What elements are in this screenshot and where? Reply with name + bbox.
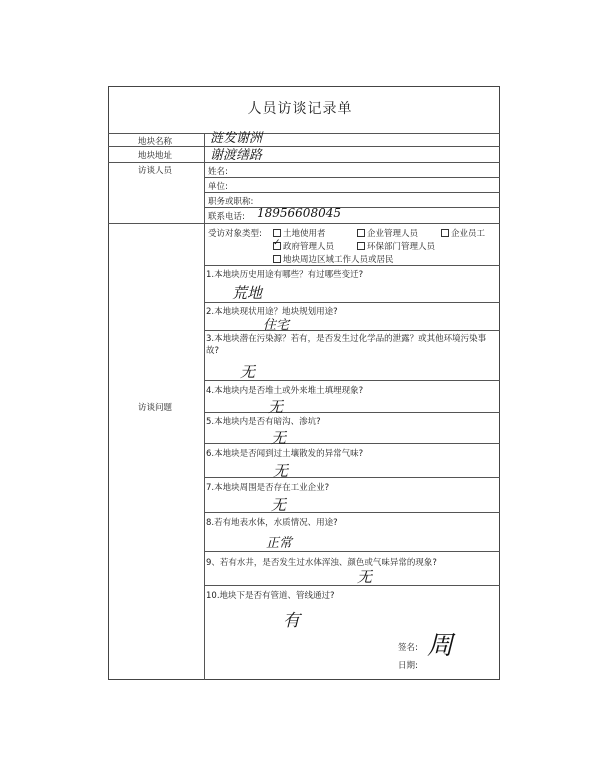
answer-6: 无 [273,462,289,480]
question-1: 1.本地块历史用途有哪些？有过哪些变迁? [206,270,364,280]
checkbox-icon [357,242,365,250]
table-rule [204,551,500,552]
table-rule [108,223,500,224]
table-rule [204,330,500,331]
form-title: 人员访谈记录单 [247,101,353,117]
phone-value: 18956608045 [257,206,341,220]
table-rule [204,585,500,586]
question-7: 7.本地块周围是否存在工业企业? [206,483,330,493]
signature-label: 签名: [398,643,418,653]
checkbox-icon [441,229,449,237]
question-2: 2.本地块现状用途？地块规划用途? [206,307,338,317]
question-10: 10.地块下是否有管道、管线通过? [206,591,335,601]
checkbox-icon [273,255,281,263]
parcel-name-label: 地块名称 [138,137,173,147]
table-rule [204,177,500,178]
date-label: 日期: [398,661,418,671]
checkbox-icon [273,229,281,237]
table-rule [204,412,500,413]
table-rule [204,207,500,208]
interviewee-phone-field: 联系电话: [208,212,245,222]
table-rule [108,162,500,163]
question-9: 9、若有水井，是否发生过水体浑浊、颜色或气味异常的现象? [206,558,437,568]
parcel-address-label: 地块地址 [138,151,173,161]
answer-2: 住宅 [263,318,290,333]
table-rule [204,192,500,193]
answer-10: 有 [283,611,300,631]
table-rule [204,512,500,513]
interviewee-name-field: 姓名: [208,167,228,177]
option-enterprise-employee[interactable]: 企业员工 [441,227,485,239]
interviewee-label: 访谈人员 [138,166,173,176]
answer-1: 荒地 [232,284,263,302]
table-rule [108,133,500,134]
table-rule [204,133,205,680]
question-8: 8.若有地表水体，水质情况、用途? [206,518,338,528]
questions-label: 访谈问题 [138,403,173,413]
question-5: 5.本地块内是否有暗沟、渗坑? [206,417,321,427]
checkbox-icon [357,229,365,237]
parcel-name-value: 涟发谢洲 [210,131,263,146]
table-rule [204,265,500,266]
answer-7: 无 [271,496,287,514]
question-6: 6.本地块是否闻到过土壤散发的异常气味? [206,449,364,459]
interviewee-unit-field: 单位: [208,182,228,192]
table-rule [204,443,500,444]
table-rule [204,477,500,478]
handwritten-signature: 周 [427,631,454,661]
interviewee-type-label: 受访对象类型: [208,229,262,239]
answer-5: 无 [271,429,287,447]
option-government-manager[interactable]: ✓政府管理人员 [273,240,334,252]
interviewee-position-field: 职务或职称: [208,197,254,207]
answer-8: 正常 [266,536,293,551]
question-3: 3.本地块潜在污染源？若有，是否发生过化学品的泄露？或其他环境污染事故? [206,334,487,356]
answer-3: 无 [240,363,256,381]
option-land-user[interactable]: 土地使用者 [273,227,326,239]
option-enterprise-manager[interactable]: 企业管理人员 [357,227,418,239]
parcel-address-value: 谢渡缮路 [210,148,263,163]
option-environmental-manager[interactable]: 环保部门管理人员 [357,240,435,252]
question-4: 4.本地块内是否堆土或外来堆土填埋现象? [206,386,364,396]
checked-checkbox-icon [273,242,281,250]
answer-4: 无 [268,398,284,416]
answer-9: 无 [357,568,373,586]
option-nearby-resident[interactable]: 地块周边区域工作人员或居民 [273,253,394,265]
